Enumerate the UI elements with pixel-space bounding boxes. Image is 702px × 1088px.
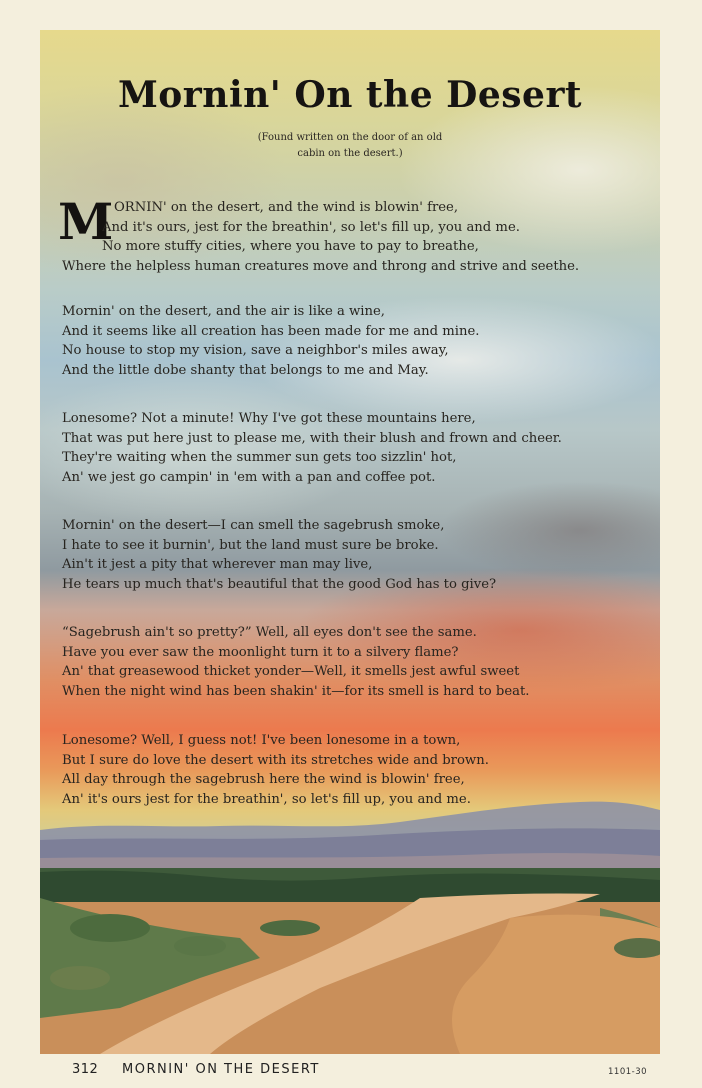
- stanza-line: No more stuffy cities, where you have to pay to breathe,: [102, 239, 479, 255]
- stanza-line: That was put here just to please me, with their blush and frown and cheer.: [62, 430, 562, 446]
- poem-title: Mornin' On the Desert: [117, 74, 583, 116]
- stanza-line: Where the helpless human creatures move and throng and strive and seethe.: [62, 258, 580, 274]
- stanza-line: And it's ours, jest for the breathin', so let's fill up, you and me.: [102, 219, 520, 235]
- stanza-line: Lonesome? Not a minute! Why I've got these mountains here,: [62, 411, 476, 426]
- stanza-line: When the night wind has been shakin' it—for its smell is hard to beat.: [62, 683, 530, 699]
- stanza-line: Mornin' on the desert—I can smell the sagebrush smoke,: [62, 518, 445, 533]
- stanza-5: [62, 623, 652, 701]
- drop-cap: M: [58, 192, 114, 251]
- stanza-line: Mornin' on the desert, and the air is like a wine,: [62, 304, 385, 319]
- stanza-line: “Sagebrush ain't so pretty?” Well, all eyes don't see the same.: [62, 625, 477, 640]
- stanza-2: [62, 302, 652, 380]
- stanza-3: [62, 409, 652, 487]
- stanza-line: An' we jest go campin' in 'em with a pan and coffee pot.: [62, 469, 436, 485]
- subtitle-line: cabin on the desert.): [297, 148, 403, 159]
- stanza-line: And it seems like all creation has been made for me and mine.: [62, 323, 480, 339]
- stanza-1: [62, 198, 652, 276]
- stanza-line: Have you ever saw the moonlight turn it to a silvery flame?: [62, 644, 459, 660]
- stanza-line: No house to stop my vision, save a neighbor's miles away,: [62, 343, 449, 359]
- stanza-line: All day through the sagebrush here the wind is blowin' free,: [62, 772, 465, 788]
- stanza-line: An' it's ours jest for the breathin', so let's fill up, you and me.: [62, 791, 471, 807]
- stanza-6: [62, 731, 652, 809]
- postcard-illustration: [40, 30, 660, 1054]
- card-caption: MORNIN' ON THE DESERT: [122, 1062, 320, 1077]
- stanza-line: And the little dobe shanty that belongs to me and May.: [62, 362, 429, 378]
- stanza-line: I hate to see it burnin', but the land must sure be broke.: [62, 537, 439, 553]
- subtitle-line: (Found written on the door of an old: [257, 132, 443, 143]
- stanza-line: They're waiting when the summer sun gets too sizzlin' hot,: [62, 450, 457, 466]
- postcard-footer: [0, 1060, 702, 1084]
- desert-road-scene: [40, 868, 660, 1054]
- stanza-line: He tears up much that's beautiful that the good God has to give?: [62, 576, 497, 592]
- card-number: 312: [72, 1062, 99, 1077]
- stanza-4: [62, 516, 652, 594]
- stanza-line: An' that greasewood thicket yonder—Well, it smells jest awful sweet: [62, 664, 520, 680]
- stanza-line: Lonesome? Well, I guess not! I've been lonesome in a town,: [62, 733, 461, 748]
- stanza-line: Ain't it jest a pity that wherever man may live,: [62, 557, 373, 573]
- print-code: 1101-30: [608, 1067, 648, 1077]
- poem-subtitle: [200, 130, 500, 162]
- stanza-line: ORNIN' on the desert, and the wind is blowin' free,: [114, 200, 459, 215]
- stanza-line: But I sure do love the desert with its stretches wide and brown.: [62, 752, 489, 768]
